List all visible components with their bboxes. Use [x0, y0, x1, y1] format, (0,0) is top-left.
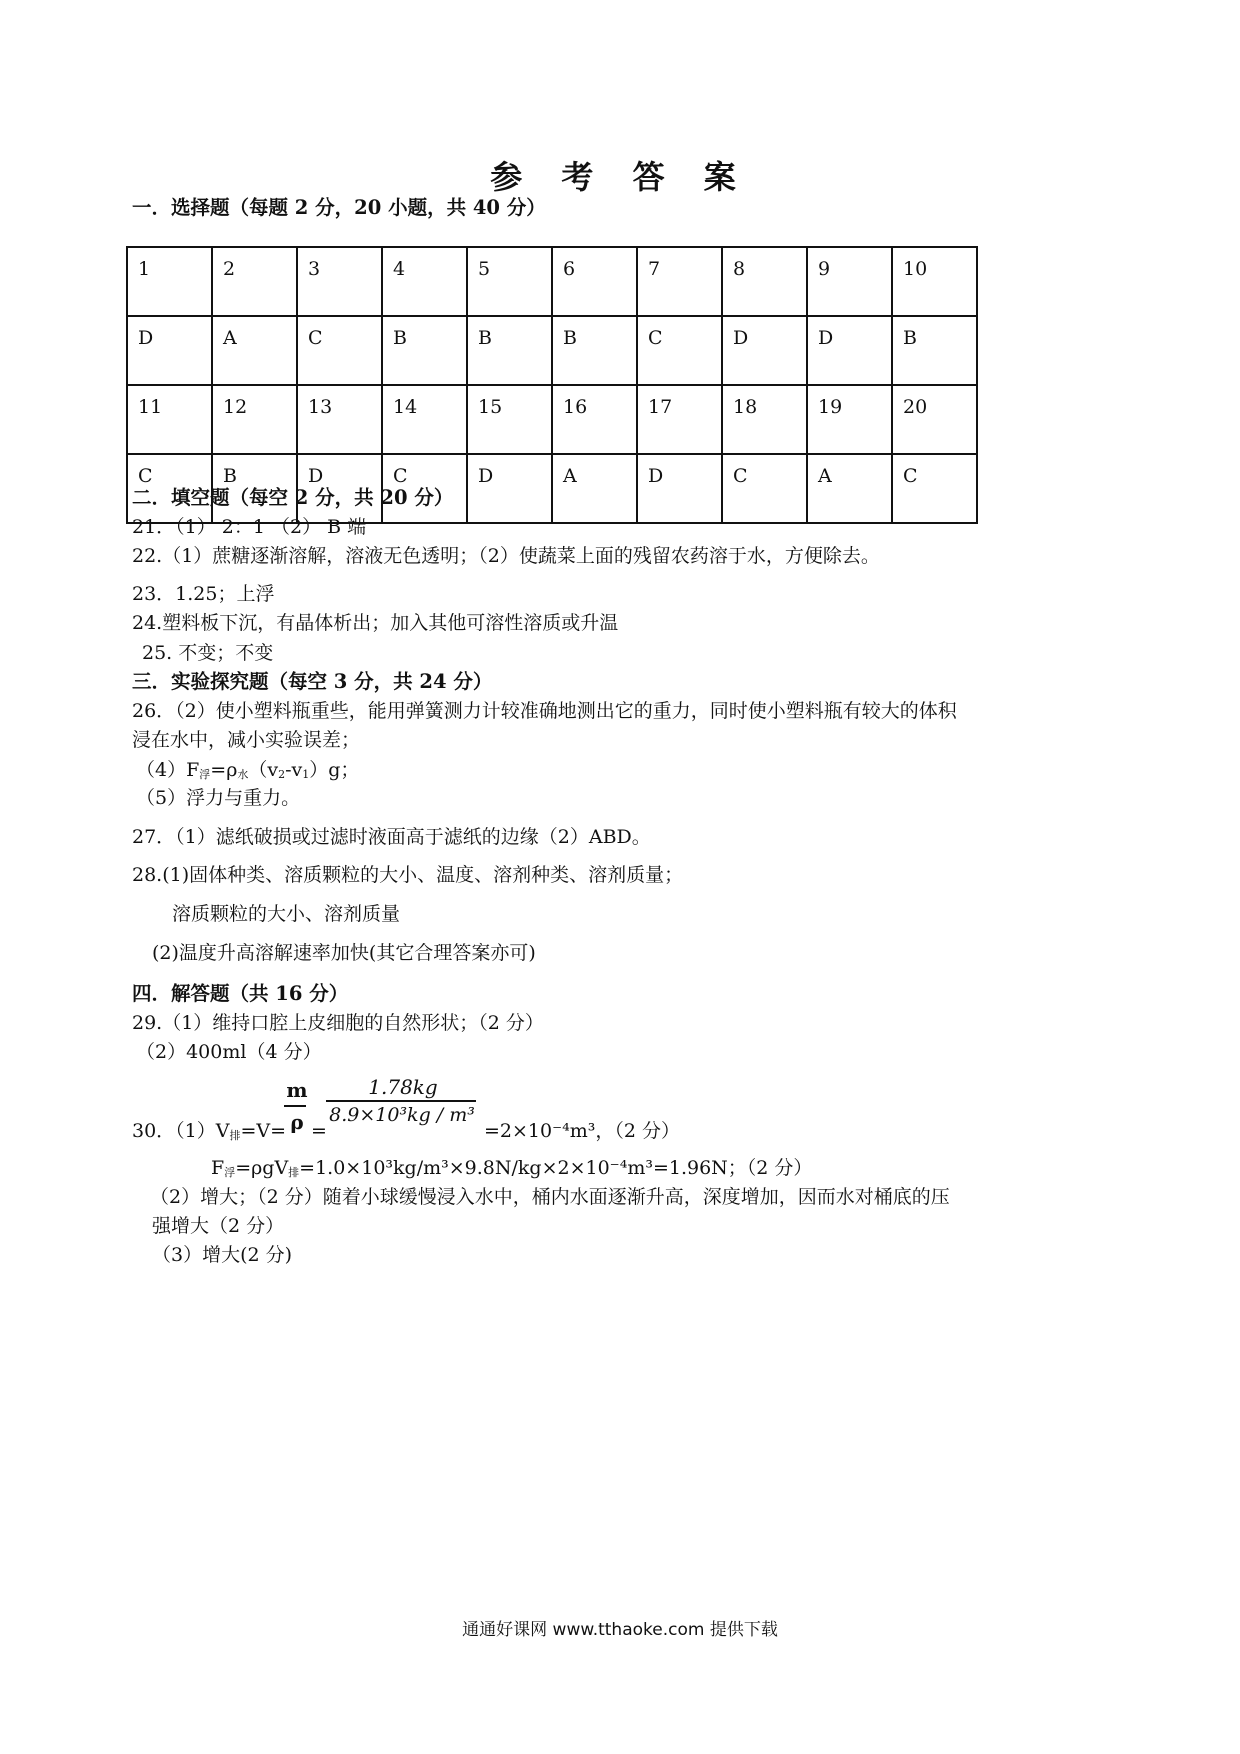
answer-26-line2: 浸在水中，减小实验误差； — [132, 729, 361, 751]
answer-table-cell: A — [552, 454, 637, 523]
answer-30-3: （3）增大(2 分) — [152, 1244, 293, 1266]
answer-21: 21．（1） 2：1 （2） B 端 — [132, 516, 367, 538]
answer-table-cell: 3 — [297, 247, 382, 316]
answer-30-2-line2: 强增大（2 分） — [152, 1215, 285, 1237]
section-heading-choice: 一．选择题（每题 2 分，20 小题，共 40 分） — [132, 196, 546, 219]
answer-table-cell: D — [297, 454, 382, 523]
answer-table-cell: 5 — [467, 247, 552, 316]
answer-table-cell: B — [467, 316, 552, 385]
answer-30-result: =2×10⁻⁴m³，（2 分） — [484, 1120, 681, 1142]
answer-table-cell: 12 — [212, 385, 297, 454]
answer-table-cell: 4 — [382, 247, 467, 316]
answer-table — [126, 246, 978, 524]
fraction-m-numerator: m — [286, 1078, 308, 1102]
answer-28-line2: 溶质颗粒的大小、溶剂质量 — [172, 903, 401, 925]
answer-table-cell: 14 — [382, 385, 467, 454]
answer-table-cell: 2 — [212, 247, 297, 316]
answer-27: 27．（1）滤纸破损或过滤时液面高于滤纸的边缘（2）ABD。 — [132, 826, 651, 848]
answer-table-cell: 10 — [892, 247, 977, 316]
answer-table-cell: D — [467, 454, 552, 523]
answer-table-row — [127, 385, 977, 454]
fraction-denominator-density: 8.9×10³kg / m³ — [329, 1104, 475, 1126]
answer-26-4: （4）F浮=ρ水（v2-v1）g； — [136, 759, 360, 781]
answer-table-cell: B — [892, 316, 977, 385]
answer-28-line3: (2)温度升高溶解速率加快(其它合理答案亦可) — [152, 942, 536, 964]
answer-30-prefix: 30．（1）V排=V= — [132, 1120, 287, 1142]
page-title: 参 考 答 案 — [490, 158, 750, 196]
answer-29-1: 29.（1）维持口腔上皮细胞的自然形状；（2 分） — [132, 1012, 544, 1034]
answer-table-cell: 7 — [637, 247, 722, 316]
answer-table-cell: D — [807, 316, 892, 385]
answer-table-row — [127, 247, 977, 316]
fraction-bar-2 — [326, 1100, 476, 1102]
answer-table-cell: 16 — [552, 385, 637, 454]
answer-28-line1: 28.(1)固体种类、溶质颗粒的大小、温度、溶剂种类、溶剂质量； — [132, 864, 684, 886]
answer-23: 23．1.25；上浮 — [132, 583, 275, 605]
answer-table-cell: B — [212, 454, 297, 523]
fraction-numerator-mass: 1.78kg — [368, 1075, 438, 1099]
answer-table-cell: A — [212, 316, 297, 385]
answer-table-cell: 8 — [722, 247, 807, 316]
answer-table-cell: 20 — [892, 385, 977, 454]
footer-source: 通通好课网 www.tthaoke.com 提供下载 — [462, 1620, 778, 1640]
answer-26-5: （5）浮力与重力。 — [136, 787, 301, 809]
answer-table-cell: C — [127, 454, 212, 523]
answer-table-cell: D — [637, 454, 722, 523]
answer-25: 25. 不变；不变 — [142, 642, 274, 664]
answer-table-cell: C — [722, 454, 807, 523]
answer-table-cell: D — [722, 316, 807, 385]
answer-table-cell: C — [892, 454, 977, 523]
answer-22: 22.（1）蔗糖逐渐溶解，溶液无色透明；（2）使蔬菜上面的残留农药溶于水，方便除去。 — [132, 545, 880, 567]
answer-table-cell: 6 — [552, 247, 637, 316]
answer-table-cell: 9 — [807, 247, 892, 316]
answer-table-cell: 18 — [722, 385, 807, 454]
answer-table-cell: B — [382, 316, 467, 385]
section-heading-experiment: 三．实验探究题（每空 3 分，共 24 分） — [132, 670, 493, 693]
answer-table-cell: B — [552, 316, 637, 385]
answer-table-row — [127, 316, 977, 385]
answer-table-cell: A — [807, 454, 892, 523]
section-heading-fill: 二．填空题（每空 2 分，共 20 分） — [132, 486, 454, 509]
answer-30-2-line1: （2）增大；（2 分）随着小球缓慢浸入水中，桶内水面逐渐升高，深度增加，因而水对桶底的压 — [150, 1186, 950, 1208]
answer-table-cell: 15 — [467, 385, 552, 454]
answer-29-2: （2）400ml（4 分） — [136, 1041, 322, 1063]
answer-table-cell: C — [637, 316, 722, 385]
answer-table-cell: 1 — [127, 247, 212, 316]
answer-table-cell: 11 — [127, 385, 212, 454]
answer-table-cell: 17 — [637, 385, 722, 454]
answer-table-cell: D — [127, 316, 212, 385]
answer-table-cell: 19 — [807, 385, 892, 454]
fraction-bar-1 — [284, 1105, 306, 1107]
answer-table-cell: C — [297, 316, 382, 385]
answer-26-line1: 26．（2）使小塑料瓶重些，能用弹簧测力计较准确地测出它的重力，同时使小塑料瓶有较大的体积 — [132, 700, 957, 722]
answer-24: 24.塑料板下沉，有晶体析出；加入其他可溶性溶质或升温 — [132, 612, 619, 634]
fraction-rho-denominator: ρ — [290, 1110, 304, 1134]
equals-sign: = — [311, 1120, 327, 1142]
answer-table-cell: 13 — [297, 385, 382, 454]
answer-30-buoyancy: F浮=ρgV排=1.0×10³kg/m³×9.8N/kg×2×10⁻⁴m³=1.96N；（2 分） — [211, 1157, 813, 1179]
answer-table-cell: C — [382, 454, 467, 523]
section-heading-solve: 四．解答题（共 16 分） — [132, 982, 349, 1005]
